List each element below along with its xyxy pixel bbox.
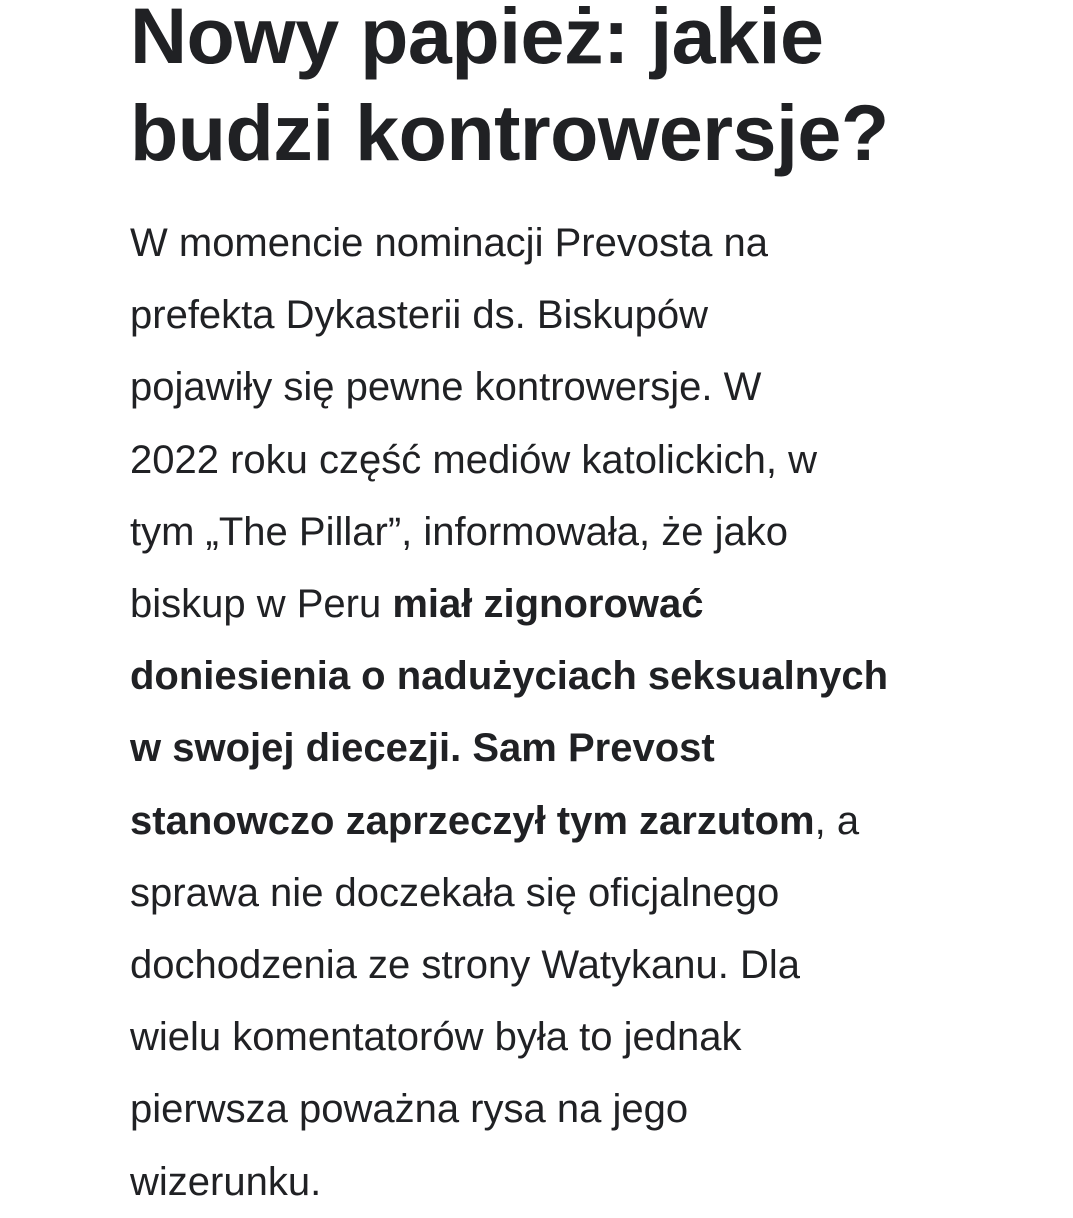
article-paragraph — [130, 207, 960, 1218]
paragraph-line: prefekta Dykasterii ds. Biskupów — [130, 293, 709, 338]
paragraph-line: biskup w Peru — [130, 582, 393, 627]
emphasized-text: miał zignorować — [392, 582, 704, 627]
paragraph-line: W momencie nominacji Prevosta na — [130, 221, 769, 265]
heading-line: Nowy papież: jakie — [130, 0, 824, 80]
paragraph-line: wizerunku. — [130, 1159, 322, 1204]
emphasized-text: doniesienia o nadużyciach seksualnych — [130, 654, 889, 699]
paragraph-line: tym „The Pillar”, informowała, że jako — [130, 509, 788, 554]
paragraph-line: pierwsza poważna rysa na jego — [130, 1087, 689, 1132]
paragraph-line: 2022 roku część mediów katolickich, w — [130, 437, 817, 482]
paragraph-line: wielu komentatorów była to jednak — [130, 1015, 742, 1060]
paragraph-line: pojawiły się pewne kontrowersje. W — [130, 365, 762, 410]
article-heading — [130, 0, 960, 181]
emphasized-text: w swojej diecezji. Sam Prevost — [130, 726, 715, 771]
paragraph-line: dochodzenia ze strony Watykanu. Dla — [130, 943, 800, 988]
paragraph-line: sprawa nie doczekała się oficjalnego — [130, 870, 780, 915]
heading-line: budzi kontrowersje? — [130, 88, 889, 177]
emphasized-text: stanowczo zaprzeczył tym zarzutom — [130, 798, 815, 843]
paragraph-line: , a — [814, 798, 860, 843]
